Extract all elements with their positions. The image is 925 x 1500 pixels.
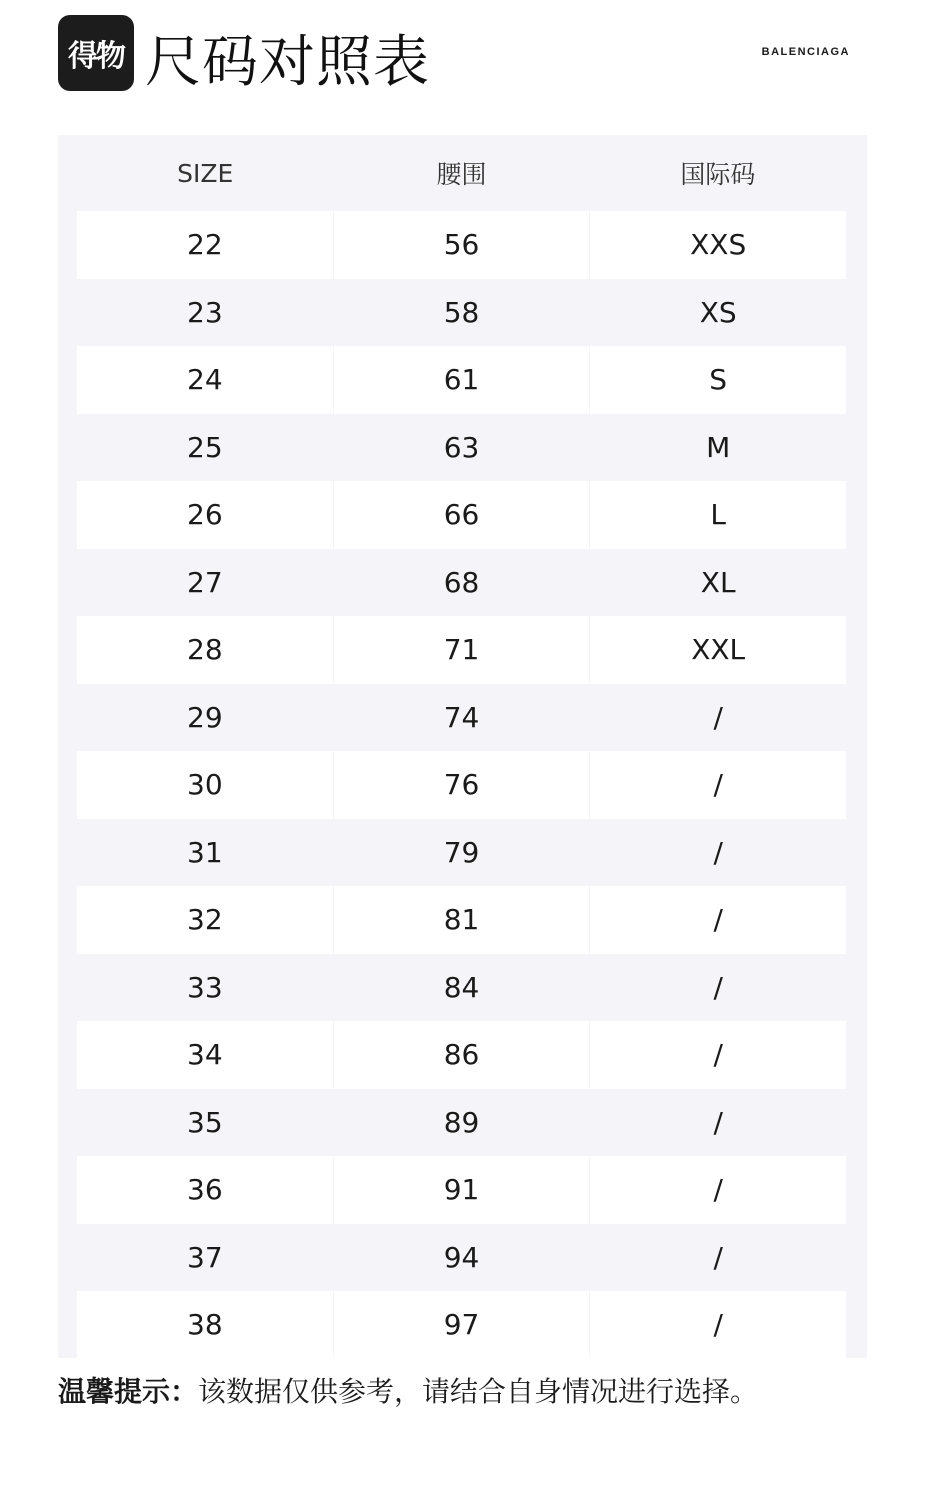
intl-size-cell: / bbox=[590, 1089, 846, 1157]
waist-cell: 68 bbox=[334, 549, 590, 617]
size-cell: 38 bbox=[77, 1291, 333, 1359]
waist-cell: 79 bbox=[334, 819, 590, 887]
intl-size-cell: / bbox=[590, 751, 846, 819]
intl-size-cell: XXL bbox=[590, 616, 846, 684]
waist-cell: 74 bbox=[334, 684, 590, 752]
waist-cell: 66 bbox=[334, 481, 590, 549]
footnote bbox=[58, 1372, 758, 1412]
waist-cell: 81 bbox=[334, 886, 590, 954]
size-cell: 37 bbox=[77, 1224, 333, 1292]
intl-size-cell: XL bbox=[590, 549, 846, 617]
table-row bbox=[77, 481, 846, 549]
intl-size-cell: M bbox=[590, 414, 846, 482]
logo-text: 得物 bbox=[68, 39, 124, 74]
page-title: 尺码对照表 bbox=[145, 30, 430, 95]
table-row bbox=[77, 886, 846, 954]
table-row bbox=[77, 1224, 846, 1292]
size-chart-table bbox=[58, 135, 867, 1358]
size-cell: 35 bbox=[77, 1089, 333, 1157]
waist-cell: 91 bbox=[334, 1156, 590, 1224]
waist-cell: 61 bbox=[334, 346, 590, 414]
dewu-logo bbox=[58, 15, 134, 91]
size-cell: 30 bbox=[77, 751, 333, 819]
table-row bbox=[77, 751, 846, 819]
intl-size-cell: / bbox=[590, 1224, 846, 1292]
intl-size-cell: / bbox=[590, 1156, 846, 1224]
waist-cell: 97 bbox=[334, 1291, 590, 1359]
waist-cell: 84 bbox=[334, 954, 590, 1022]
size-cell: 24 bbox=[77, 346, 333, 414]
size-cell: 27 bbox=[77, 549, 333, 617]
waist-cell: 89 bbox=[334, 1089, 590, 1157]
intl-size-cell: / bbox=[590, 954, 846, 1022]
intl-size-cell: L bbox=[590, 481, 846, 549]
table-body bbox=[77, 211, 846, 1359]
table-row bbox=[77, 279, 846, 347]
waist-cell: 76 bbox=[334, 751, 590, 819]
footnote-text: 该数据仅供参考，请结合自身情况进行选择。 bbox=[198, 1375, 759, 1408]
table-header-row bbox=[77, 135, 846, 211]
waist-cell: 58 bbox=[334, 279, 590, 347]
intl-size-cell: XXS bbox=[590, 211, 846, 279]
table-row bbox=[77, 819, 846, 887]
table-row bbox=[77, 954, 846, 1022]
table-row bbox=[77, 414, 846, 482]
intl-size-cell: XS bbox=[590, 279, 846, 347]
table-row bbox=[77, 346, 846, 414]
column-header-size: SIZE bbox=[177, 158, 234, 188]
intl-size-cell: / bbox=[590, 684, 846, 752]
size-cell: 26 bbox=[77, 481, 333, 549]
brand-name: BALENCIAGA bbox=[761, 46, 850, 58]
size-cell: 33 bbox=[77, 954, 333, 1022]
size-cell: 23 bbox=[77, 279, 333, 347]
table-row bbox=[77, 1291, 846, 1359]
waist-cell: 71 bbox=[334, 616, 590, 684]
waist-cell: 94 bbox=[334, 1224, 590, 1292]
column-header-waist: 腰围 bbox=[436, 160, 487, 189]
table-row bbox=[77, 1089, 846, 1157]
footnote-label: 温馨提示： bbox=[58, 1375, 199, 1408]
table-row bbox=[77, 616, 846, 684]
size-cell: 32 bbox=[77, 886, 333, 954]
size-cell: 34 bbox=[77, 1021, 333, 1089]
table-row bbox=[77, 549, 846, 617]
table-row bbox=[77, 684, 846, 752]
intl-size-cell: / bbox=[590, 1021, 846, 1089]
waist-cell: 86 bbox=[334, 1021, 590, 1089]
intl-size-cell: / bbox=[590, 1291, 846, 1359]
table-row bbox=[77, 1156, 846, 1224]
waist-cell: 56 bbox=[334, 211, 590, 279]
column-header-intl-size: 国际码 bbox=[680, 160, 756, 189]
size-cell: 31 bbox=[77, 819, 333, 887]
size-cell: 25 bbox=[77, 414, 333, 482]
intl-size-cell: / bbox=[590, 819, 846, 887]
size-cell: 36 bbox=[77, 1156, 333, 1224]
size-cell: 28 bbox=[77, 616, 333, 684]
table-row bbox=[77, 1021, 846, 1089]
intl-size-cell: S bbox=[590, 346, 846, 414]
waist-cell: 63 bbox=[334, 414, 590, 482]
table-row bbox=[77, 211, 846, 279]
intl-size-cell: / bbox=[590, 886, 846, 954]
size-cell: 22 bbox=[77, 211, 333, 279]
size-cell: 29 bbox=[77, 684, 333, 752]
